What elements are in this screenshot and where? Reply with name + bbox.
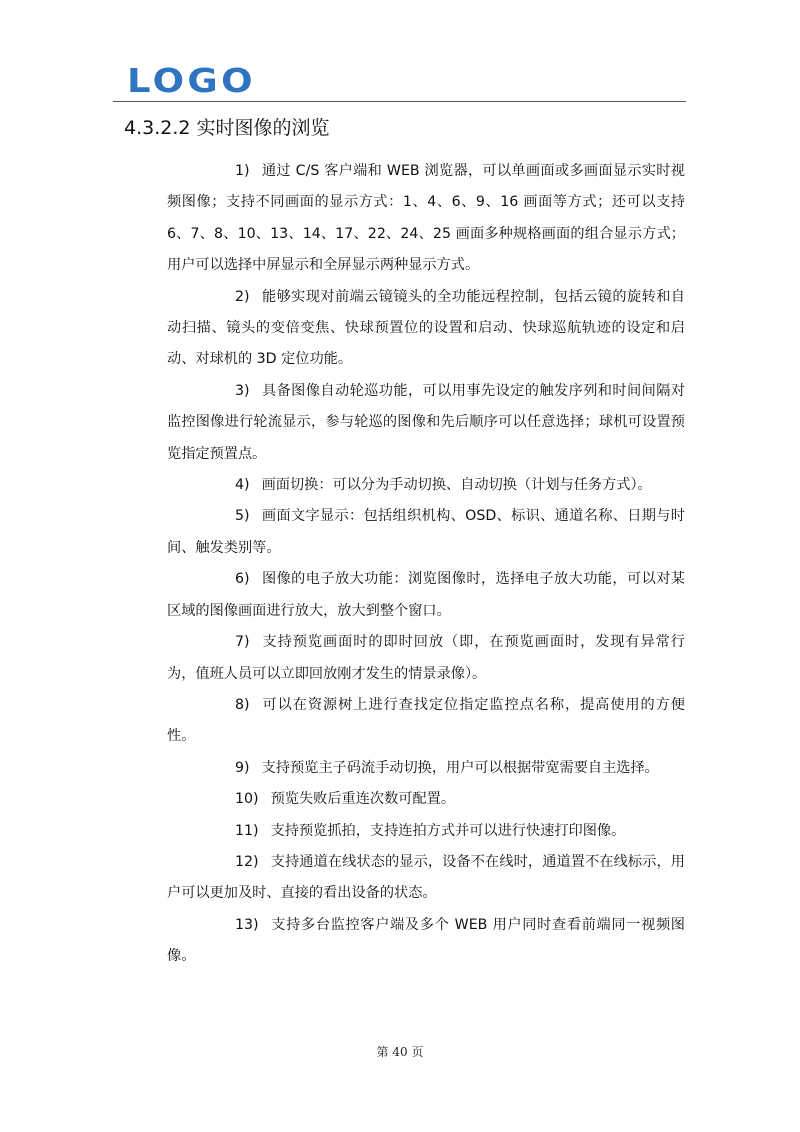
item-number: 9) (235, 759, 250, 776)
logo: LOGO (127, 61, 256, 100)
item-number: 8) (235, 696, 250, 713)
item-text: 支持预览主子码流手动切换，用户可以根据带宽需要自主选择。 (261, 759, 659, 776)
item-number: 4) (235, 477, 250, 494)
list-item (167, 753, 685, 784)
item-text: 具备图像自动轮巡功能，可以用事先设定的触发序列和时间间隔对监控图像进行轮流显示，参与轮巡的图像和先后顺序可以任意选择；球机可设置预览指定预置点。 (167, 382, 685, 462)
page-number: 第 40 页 (376, 1045, 424, 1059)
list-item (167, 627, 685, 690)
item-number: 12) (235, 853, 259, 870)
item-number: 13) (235, 916, 259, 933)
item-number: 6) (235, 571, 250, 588)
item-number: 3) (235, 382, 250, 399)
list-item (167, 816, 685, 847)
item-number: 11) (235, 822, 259, 839)
item-number: 10) (235, 791, 259, 808)
list-item (167, 690, 685, 753)
list-item (167, 564, 685, 627)
list-item (167, 470, 685, 501)
section-heading: 4.3.2.2 实时图像的浏览 (124, 117, 330, 139)
item-text: 可以在资源树上进行查找定位指定监控点名称，提高使用的方便性。 (167, 696, 685, 745)
item-text: 支持多台监控客户端及多个 WEB 用户同时查看前端同一视频图像。 (167, 916, 685, 965)
header-divider (113, 101, 686, 102)
list-item (167, 501, 685, 564)
item-text: 支持通道在线状态的显示，设备不在线时，通道置不在线标示，用户可以更加及时、直接的看出设备的状态。 (167, 853, 685, 902)
list-item (167, 156, 685, 282)
item-text: 通过 C/S 客户端和 WEB 浏览器，可以单画面或多画面显示实时视频图像；支持不同画面的显示方式：1、4、6、9、16 画面等方式；还可以支持 6、7、8、10、13、14、17、22、24、25 画面多种规格画面的组合显示方式；用户可以选择中屏显示和全屏显示两种显示方式。 (167, 163, 685, 274)
list-item (167, 910, 685, 973)
item-number: 2) (235, 288, 250, 305)
list-item (167, 282, 685, 376)
list-item (167, 847, 685, 910)
document-body (167, 156, 685, 973)
item-text: 支持预览画面时的即时回放（即，在预览画面时，发现有异常行为，值班人员可以立即回放刚才发生的情景录像）。 (167, 634, 685, 682)
item-text: 画面文字显示：包括组织机构、OSD、标识、通道名称、日期与时间、触发类别等。 (167, 508, 685, 556)
list-item (167, 784, 685, 815)
item-text: 图像的电子放大功能：浏览图像时，选择电子放大功能，可以对某区域的图像画面进行放大，放大到整个窗口。 (167, 571, 685, 619)
item-text: 画面切换：可以分为手动切换、自动切换（计划与任务方式）。 (261, 477, 652, 494)
item-number: 1) (235, 163, 250, 179)
item-number: 5) (235, 508, 250, 525)
item-text: 能够实现对前端云镜镜头的全功能远程控制，包括云镜的旋转和自动扫描、镜头的变倍变焦、快球预置位的设置和启动、快球巡航轨迹的设定和启动、对球机的 3D 定位功能。 (167, 288, 685, 368)
list-item (167, 376, 685, 470)
item-text: 支持预览抓拍，支持连拍方式并可以进行快速打印图像。 (270, 822, 626, 839)
item-number: 7) (235, 634, 250, 651)
item-text: 预览失败后重连次数可配置。 (270, 791, 456, 808)
